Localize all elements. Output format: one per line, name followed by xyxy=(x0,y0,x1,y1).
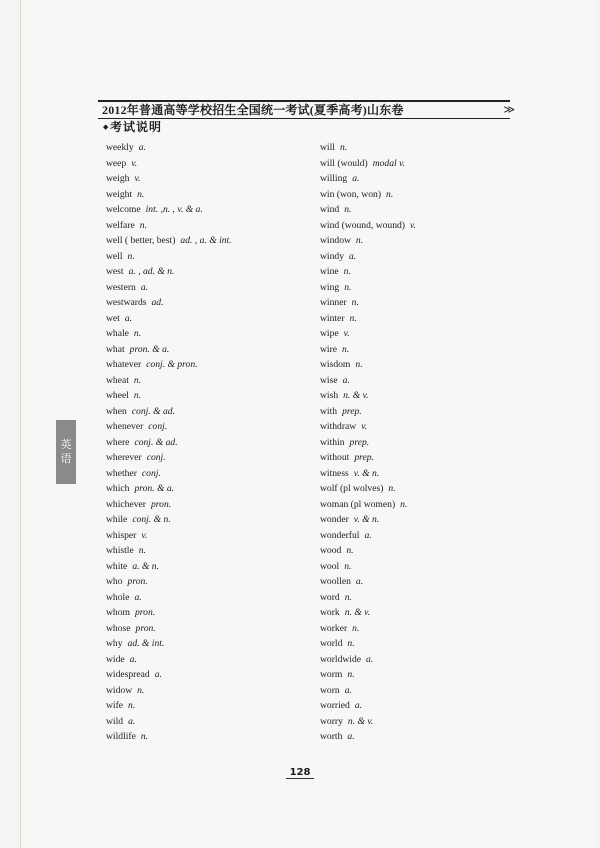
vocab-entry xyxy=(320,156,416,172)
part-of-speech: a. xyxy=(154,669,162,680)
vocab-word: will xyxy=(320,142,335,153)
vocab-entry xyxy=(106,264,232,280)
vocab-entry xyxy=(320,559,416,575)
part-of-speech: n. xyxy=(133,328,142,339)
part-of-speech: n. xyxy=(347,669,355,680)
part-of-speech: prep. xyxy=(349,436,370,448)
vocab-word: when xyxy=(106,405,127,417)
part-of-speech: v. xyxy=(410,219,416,231)
part-of-speech: pron. xyxy=(134,607,156,618)
vocab-entry xyxy=(320,326,416,342)
vocab-entry xyxy=(320,512,416,528)
vocab-entry xyxy=(320,714,416,730)
part-of-speech: v. xyxy=(134,173,141,184)
vocab-entry xyxy=(106,574,232,590)
vocab-entry xyxy=(106,559,232,575)
vocab-word: wise xyxy=(320,374,338,386)
vocab-entry xyxy=(106,698,232,714)
vocab-entry xyxy=(320,218,416,234)
vocab-entry xyxy=(106,466,232,482)
vocab-word: woman (pl women) xyxy=(320,498,396,510)
vocab-word: wide xyxy=(106,653,125,665)
part-of-speech: n. xyxy=(344,281,352,293)
part-of-speech: n. xyxy=(133,374,142,386)
vocab-word: will (would) xyxy=(320,157,368,169)
vocab-entry xyxy=(320,574,416,590)
vocab-entry xyxy=(320,202,416,218)
vocab-word: withdraw xyxy=(320,421,357,432)
vocab-entry xyxy=(106,621,232,637)
vocab-entry xyxy=(320,683,416,699)
vocab-entry xyxy=(320,388,416,404)
vocab-word: witness xyxy=(320,467,349,479)
vocab-word: wolf (pl wolves) xyxy=(320,483,384,494)
part-of-speech: v. xyxy=(131,157,138,169)
part-of-speech: a. xyxy=(352,173,360,184)
vocab-word: worker xyxy=(320,622,348,634)
vocab-entry xyxy=(106,590,232,606)
part-of-speech: prep. xyxy=(342,405,362,417)
vocab-word: welcome xyxy=(106,204,141,215)
vocab-word: whom xyxy=(106,607,130,618)
vocab-entry xyxy=(106,605,232,621)
subject-side-tab xyxy=(56,420,76,484)
vocab-entry xyxy=(106,187,232,203)
part-of-speech: n. xyxy=(346,545,354,556)
part-of-speech: n. xyxy=(344,560,352,572)
part-of-speech: n. xyxy=(347,638,355,649)
part-of-speech: conj. xyxy=(148,421,168,432)
vocab-entry xyxy=(106,218,232,234)
vocab-entry xyxy=(320,605,416,621)
vocab-word: word xyxy=(320,591,340,603)
part-of-speech: ad. , a. & int. xyxy=(180,235,232,246)
vocab-entry xyxy=(106,357,232,373)
part-of-speech: conj. & n. xyxy=(132,514,171,525)
vocab-entry xyxy=(320,249,416,265)
vocab-word: wonder xyxy=(320,514,349,525)
vocab-entry xyxy=(106,233,232,249)
part-of-speech: n. xyxy=(138,545,146,556)
vocab-word: weight xyxy=(106,188,133,200)
part-of-speech: a. xyxy=(128,715,136,727)
vocab-entry xyxy=(106,140,232,156)
vocab-entry xyxy=(320,233,416,249)
vocab-entry xyxy=(106,419,232,435)
part-of-speech: conj. & ad. xyxy=(134,436,178,448)
vocab-entry xyxy=(106,156,232,172)
vocab-entry xyxy=(106,528,232,544)
part-of-speech: int. ,n. , v. & a. xyxy=(145,204,203,215)
vocab-word: whether xyxy=(106,467,137,479)
part-of-speech: n. xyxy=(137,684,145,696)
vocab-entry xyxy=(106,326,232,342)
vocab-word: whichever xyxy=(106,498,146,510)
vocab-word: white xyxy=(106,560,128,572)
part-of-speech: v. & n. xyxy=(353,514,380,525)
part-of-speech: a. xyxy=(347,731,355,742)
vocab-column-right xyxy=(320,140,416,745)
part-of-speech: conj. xyxy=(141,467,161,479)
vocab-word: wind (wound, wound) xyxy=(320,219,406,231)
vocab-entry xyxy=(106,404,232,420)
header-title: 2012年普通高等学校招生全国统一考试(夏季高考)山东卷 xyxy=(102,103,404,117)
vocab-word: woollen xyxy=(320,576,351,587)
vocab-word: wing xyxy=(320,281,340,293)
vocab-word: wheat xyxy=(106,374,129,386)
vocab-word: winner xyxy=(320,297,347,308)
part-of-speech: n. xyxy=(133,390,142,401)
vocab-word: whistle xyxy=(106,545,134,556)
vocab-entry xyxy=(320,698,416,714)
vocab-word: while xyxy=(106,514,128,525)
vocab-word: wire xyxy=(320,343,338,355)
vocab-word: worn xyxy=(320,684,340,696)
part-of-speech: v. xyxy=(343,328,350,339)
vocab-word: where xyxy=(106,436,130,448)
part-of-speech: a. & n. xyxy=(132,560,159,572)
vocab-entry xyxy=(106,481,232,497)
page-header xyxy=(98,100,510,119)
part-of-speech: n. xyxy=(342,343,350,355)
vocab-entry xyxy=(320,729,416,745)
vocab-word: worth xyxy=(320,731,343,742)
vocab-word: widow xyxy=(106,684,133,696)
vocab-entry xyxy=(106,652,232,668)
vocab-word: wild xyxy=(106,715,124,727)
part-of-speech: a. xyxy=(344,684,352,696)
section-title: 考试说明 xyxy=(110,120,163,134)
vocab-word: wish xyxy=(320,390,339,401)
vocab-word: win (won, won) xyxy=(320,188,382,200)
vocab-entry xyxy=(106,342,232,358)
page-number xyxy=(0,767,600,779)
vocab-word: wheel xyxy=(106,390,129,401)
vocab-word: without xyxy=(320,452,350,463)
part-of-speech: a. xyxy=(342,374,350,386)
vocab-word: windy xyxy=(320,250,344,262)
vocab-word: worldwide xyxy=(320,653,362,665)
vocab-word: well ( better, best) xyxy=(106,235,176,246)
vocab-word: who xyxy=(106,576,123,587)
part-of-speech: a. xyxy=(138,142,146,153)
vocab-entry xyxy=(106,450,232,466)
side-tab-char-1: 英 xyxy=(60,438,72,451)
vocab-word: west xyxy=(106,266,124,277)
vocab-entry xyxy=(320,435,416,451)
vocab-word: worried xyxy=(320,700,350,711)
double-chevron-icon: ≫ xyxy=(503,103,512,116)
vocab-entry xyxy=(320,357,416,373)
vocab-entry xyxy=(106,311,232,327)
vocab-entry xyxy=(320,450,416,466)
part-of-speech: n. & v. xyxy=(344,607,371,618)
vocab-word: wife xyxy=(106,700,124,711)
vocab-column-left xyxy=(106,140,232,745)
vocab-word: western xyxy=(106,281,136,293)
vocab-entry xyxy=(320,342,416,358)
vocab-word: wine xyxy=(320,266,339,277)
part-of-speech: pron. & a. xyxy=(129,343,170,355)
vocab-word: window xyxy=(320,235,351,246)
vocab-entry xyxy=(320,636,416,652)
part-of-speech: conj. & ad. xyxy=(131,405,175,417)
vocab-entry xyxy=(320,140,416,156)
part-of-speech: n. xyxy=(355,235,364,246)
part-of-speech: pron. & a. xyxy=(134,483,175,494)
vocab-entry xyxy=(106,388,232,404)
vocab-word: why xyxy=(106,638,123,649)
vocab-word: what xyxy=(106,343,125,355)
vocab-word: weep xyxy=(106,157,127,169)
vocab-entry xyxy=(320,419,416,435)
part-of-speech: n. xyxy=(386,188,394,200)
part-of-speech: n. xyxy=(339,142,348,153)
vocab-entry xyxy=(106,202,232,218)
part-of-speech: n. xyxy=(349,312,357,324)
vocab-word: whatever xyxy=(106,359,142,370)
vocab-word: weekly xyxy=(106,142,134,153)
vocab-entry xyxy=(106,729,232,745)
vocab-entry xyxy=(106,171,232,187)
vocab-entry xyxy=(106,683,232,699)
vocab-entry xyxy=(320,652,416,668)
vocab-entry xyxy=(320,404,416,420)
vocab-entry xyxy=(106,295,232,311)
vocab-word: work xyxy=(320,607,340,618)
part-of-speech: a. xyxy=(364,529,372,541)
vocab-word: wet xyxy=(106,312,120,324)
vocab-word: which xyxy=(106,483,130,494)
vocab-word: wonderful xyxy=(320,529,360,541)
part-of-speech: a. xyxy=(355,576,364,587)
bullet-icon: ◆ xyxy=(103,123,109,131)
vocab-entry xyxy=(106,512,232,528)
vocab-entry xyxy=(106,280,232,296)
vocab-word: weigh xyxy=(106,173,130,184)
part-of-speech: conj. xyxy=(146,452,166,463)
part-of-speech: pron. xyxy=(150,498,172,510)
vocab-entry xyxy=(320,280,416,296)
vocab-word: world xyxy=(320,638,343,649)
part-of-speech: n. & v. xyxy=(347,715,374,727)
vocab-entry xyxy=(320,590,416,606)
part-of-speech: ad. & int. xyxy=(127,638,165,649)
part-of-speech: n. xyxy=(351,297,359,308)
vocab-word: widespread xyxy=(106,669,150,680)
vocab-word: wool xyxy=(320,560,340,572)
part-of-speech: conj. & pron. xyxy=(146,359,198,370)
vocab-entry xyxy=(106,667,232,683)
side-tab-char-2: 语 xyxy=(60,452,72,465)
vocab-entry xyxy=(320,667,416,683)
part-of-speech: n. xyxy=(128,700,136,711)
vocab-word: wildlife xyxy=(106,731,136,742)
part-of-speech: a. xyxy=(140,281,149,293)
page-number-text: 128 xyxy=(286,767,315,779)
part-of-speech: n. xyxy=(127,250,135,262)
vocab-entry xyxy=(320,295,416,311)
vocab-word: westwards xyxy=(106,297,147,308)
vocab-entry xyxy=(106,497,232,513)
part-of-speech: v. xyxy=(141,529,148,541)
part-of-speech: n. xyxy=(355,359,363,370)
vocab-entry xyxy=(320,311,416,327)
vocab-entry xyxy=(106,543,232,559)
vocab-word: worry xyxy=(320,715,343,727)
vocab-word: whale xyxy=(106,328,129,339)
vocab-entry xyxy=(106,435,232,451)
part-of-speech: n. xyxy=(139,219,147,231)
vocab-word: whole xyxy=(106,591,130,603)
vocab-entry xyxy=(106,373,232,389)
vocab-entry xyxy=(320,497,416,513)
part-of-speech: n. xyxy=(344,591,352,603)
vocab-word: wisdom xyxy=(320,359,351,370)
vocab-entry xyxy=(320,481,416,497)
vocab-entry xyxy=(320,187,416,203)
part-of-speech: pron. xyxy=(127,576,148,587)
vocab-entry xyxy=(320,373,416,389)
part-of-speech: a. xyxy=(129,653,137,665)
vocab-word: wherever xyxy=(106,452,142,463)
vocab-entry xyxy=(320,264,416,280)
part-of-speech: prep. xyxy=(354,452,374,463)
vocab-entry xyxy=(320,621,416,637)
part-of-speech: n. xyxy=(352,622,360,634)
vocab-word: whenever xyxy=(106,421,144,432)
vocab-entry xyxy=(106,714,232,730)
part-of-speech: n. xyxy=(344,204,352,215)
part-of-speech: n. xyxy=(388,483,396,494)
part-of-speech: v. & n. xyxy=(353,467,380,479)
vocab-word: willing xyxy=(320,173,348,184)
part-of-speech: a. , ad. & n. xyxy=(128,266,175,277)
part-of-speech: n. xyxy=(140,731,149,742)
vocab-word: wipe xyxy=(320,328,339,339)
vocab-word: winter xyxy=(320,312,345,324)
vocab-word: well xyxy=(106,250,123,262)
part-of-speech: modal v. xyxy=(372,157,406,169)
part-of-speech: a. xyxy=(366,653,374,665)
vocab-word: welfare xyxy=(106,219,135,231)
vocab-word: worm xyxy=(320,669,343,680)
vocab-word: whose xyxy=(106,622,131,634)
vocab-word: whisper xyxy=(106,529,137,541)
vocab-entry xyxy=(320,171,416,187)
vocab-entry xyxy=(106,636,232,652)
part-of-speech: a. xyxy=(124,312,133,324)
part-of-speech: pron. xyxy=(135,622,156,634)
part-of-speech: n. xyxy=(343,266,351,277)
part-of-speech: a. xyxy=(134,591,142,603)
vocab-word: with xyxy=(320,405,338,417)
vocab-entry xyxy=(106,249,232,265)
part-of-speech: n. xyxy=(137,188,145,200)
vocab-entry xyxy=(320,528,416,544)
vocab-entry xyxy=(320,466,416,482)
part-of-speech: a. xyxy=(354,700,363,711)
part-of-speech: a. xyxy=(348,250,357,262)
part-of-speech: ad. xyxy=(151,297,164,308)
part-of-speech: n. xyxy=(400,498,408,510)
vocab-word: within xyxy=(320,436,345,448)
vocab-word: wind xyxy=(320,204,340,215)
part-of-speech: n. & v. xyxy=(343,390,369,401)
part-of-speech: v. xyxy=(361,421,368,432)
vocab-entry xyxy=(320,543,416,559)
vocab-word: wood xyxy=(320,545,342,556)
